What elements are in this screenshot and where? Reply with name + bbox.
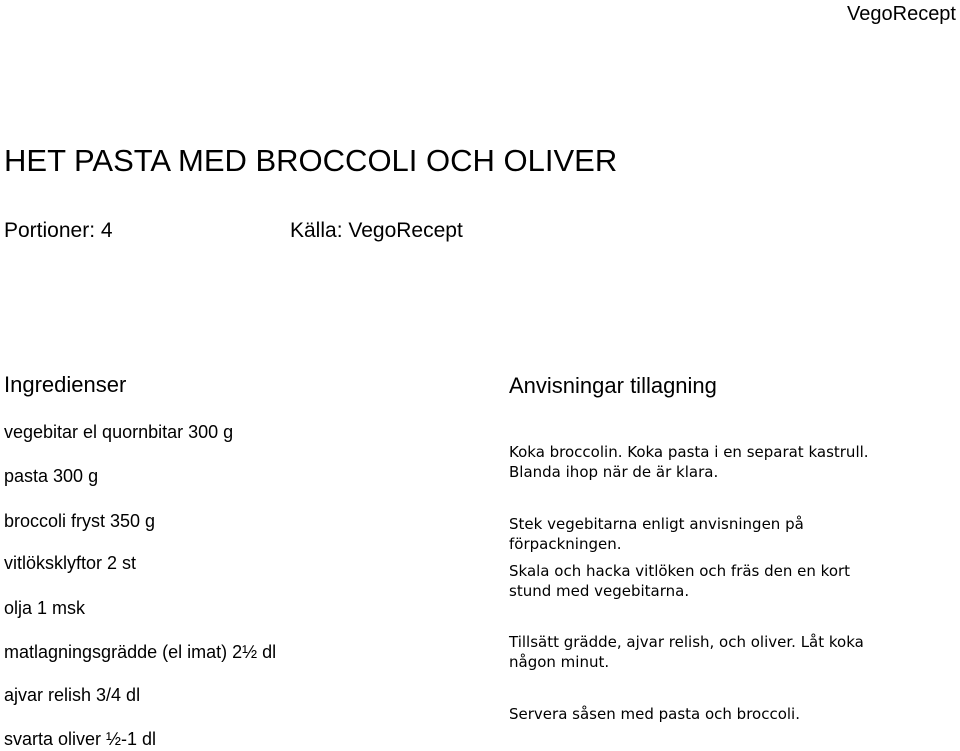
instructions-heading: Anvisningar tillagning bbox=[509, 373, 717, 398]
instruction-line: Skala och hacka vitlöken och fräs den en kort bbox=[509, 562, 851, 580]
ingredient-item: matlagningsgrädde (el imat) 2½ dl bbox=[4, 642, 277, 662]
source-label: Källa: VegoRecept bbox=[290, 219, 463, 242]
instruction-step-4 bbox=[509, 632, 949, 672]
ingredients-heading: Ingredienser bbox=[4, 372, 127, 397]
site-name: VegoRecept bbox=[847, 3, 956, 25]
instruction-step-3 bbox=[509, 561, 949, 601]
ingredient-item: vegebitar el quornbitar 300 g bbox=[4, 422, 234, 442]
instruction-line: Blanda ihop när de är klara. bbox=[509, 463, 719, 481]
ingredients-section bbox=[4, 370, 484, 749]
ingredient-item: pasta 300 g bbox=[4, 466, 99, 486]
recipe-title: HET PASTA MED BROCCOLI OCH OLIVER bbox=[4, 143, 618, 178]
instruction-line: Tillsätt grädde, ajvar relish, och oliver. Låt koka bbox=[509, 633, 864, 651]
instruction-line: stund med vegebitarna. bbox=[509, 582, 690, 600]
ingredient-item: broccoli fryst 350 g bbox=[4, 511, 156, 531]
instructions-section bbox=[509, 371, 949, 723]
instruction-line: Servera såsen med pasta och broccoli. bbox=[509, 705, 800, 723]
instruction-step-5 bbox=[509, 704, 949, 724]
ingredient-item: ajvar relish 3/4 dl bbox=[4, 685, 141, 705]
ingredient-item: vitlöksklyftor 2 st bbox=[4, 553, 137, 573]
instruction-line: Koka broccolin. Koka pasta i en separat kastrull. bbox=[509, 443, 869, 461]
servings-label: Portioner: 4 bbox=[4, 219, 113, 242]
ingredient-item: svarta oliver ½-1 dl bbox=[4, 729, 157, 749]
ingredient-item: olja 1 msk bbox=[4, 598, 86, 618]
instruction-line: Stek vegebitarna enligt anvisningen på bbox=[509, 515, 804, 533]
instruction-line: förpackningen. bbox=[509, 535, 622, 553]
instruction-step-2 bbox=[509, 514, 949, 554]
instruction-step-1 bbox=[509, 442, 949, 482]
instruction-line: någon minut. bbox=[509, 653, 610, 671]
